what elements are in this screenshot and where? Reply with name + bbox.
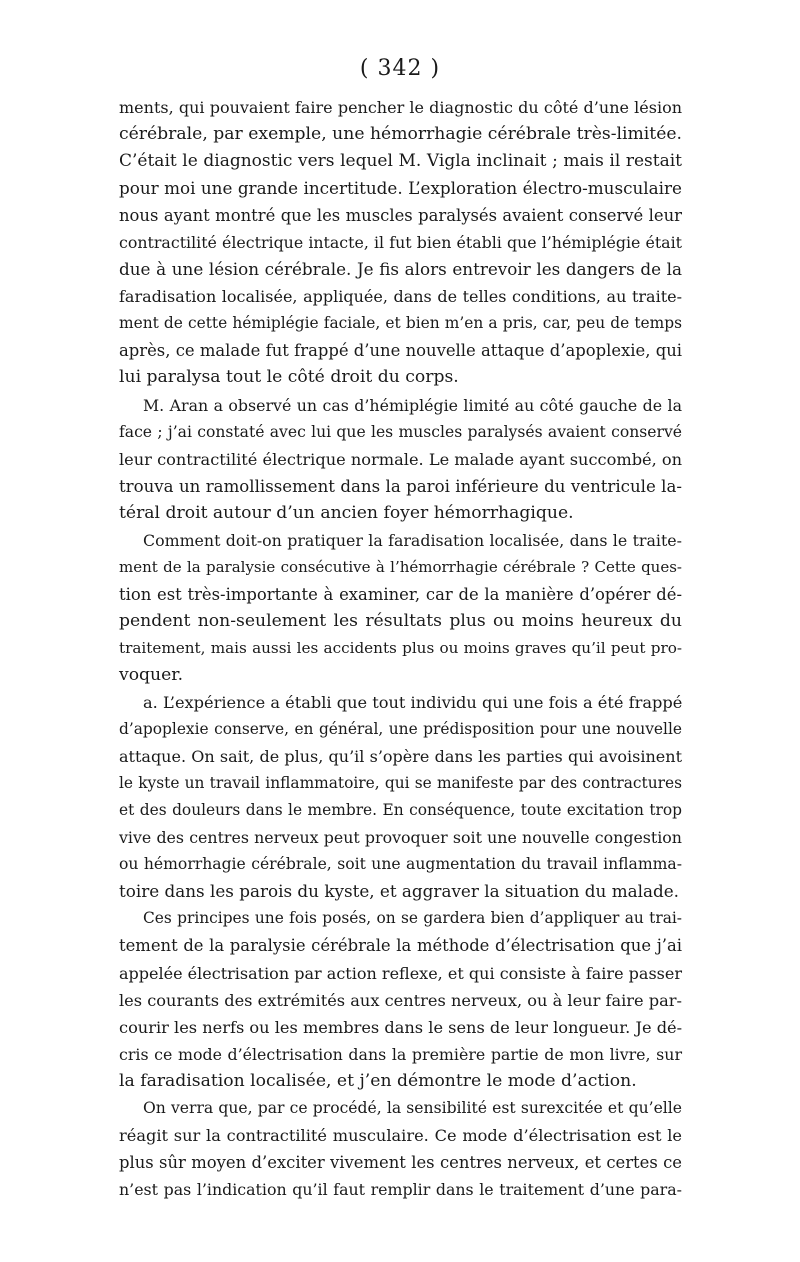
text-line: On verra que, par ce procédé, la sensibilité est surexcitée et qu’elle xyxy=(143,1098,682,1117)
text-line: voquer. xyxy=(119,664,184,685)
text-line: vive des centres nerveux peut provoquer soit une nouvelle congestion xyxy=(119,828,682,848)
text-line: après, ce malade fut frappé d’une nouvelle attaque d’apoplexie, qui xyxy=(119,341,682,361)
text-line: attaque. On sait, de plus, qu’il s’opère dans les parties qui avoisinent xyxy=(119,747,682,767)
text-line: cérébrale, par exemple, une hémorrhagie cérébrale très-limitée. xyxy=(119,124,682,145)
text-line: réagit sur la contractilité musculaire. Ce mode d’électrisation est le xyxy=(119,1125,682,1145)
text-line: tion est très-importante à examiner, car de la manière d’opérer dé- xyxy=(119,584,682,604)
text-line: pour moi une grande incertitude. L’exploration électro-musculaire xyxy=(119,178,682,199)
text-line: C’était le diagnostic vers lequel M. Vigla inclinait ; mais il restait xyxy=(119,151,682,172)
text-line: leur contractilité électrique normale. Le malade ayant succombé, on xyxy=(119,449,683,469)
text-line: ments, qui pouvaient faire pencher le diagnostic du côté d’une lésion xyxy=(119,98,682,117)
text-line: lui paralysa tout le côté droit du corps. xyxy=(119,367,459,388)
text-line: due à une lésion cérébrale. Je fis alors entrevoir les dangers de la xyxy=(119,259,682,280)
text-line: M. Aran a observé un cas d’hémiplégie limité au côté gauche de la xyxy=(143,395,682,415)
text-line: toire dans les parois du kyste, et aggraver la situation du malade. xyxy=(119,881,679,902)
text-line: les courants des extrémités aux centres nerveux, ou à leur faire par- xyxy=(119,990,682,1010)
text-line: et des douleurs dans le membre. En conséquence, toute excitation trop xyxy=(119,801,682,820)
text-line: téral droit autour d’un ancien foyer hémorrhagique. xyxy=(119,502,574,523)
text-line: plus sûr moyen d’exciter vivement les centres nerveux, et certes ce xyxy=(119,1152,682,1172)
text-line: appelée électrisation par action reflexe, et qui consiste à faire passer xyxy=(119,963,682,983)
text-line: trouva un ramollissement dans la paroi inférieure du ventricule la- xyxy=(119,476,682,496)
text-line: face ; j’ai constaté avec lui que les muscles paralysés avaient conservé xyxy=(119,422,682,441)
text-line: ment de la paralysie consécutive à l’hémorrhagie cérébrale ? Cette ques- xyxy=(119,557,682,576)
text-line: nous ayant montré que les muscles paralysés avaient conservé leur xyxy=(119,206,682,226)
text-line: ou hémorrhagie cérébrale, soit une augmentation du travail inflamma- xyxy=(119,855,682,874)
text-line: a. L’expérience a établi que tout individu qui une fois a été frappé xyxy=(143,693,683,713)
text-line: le kyste un travail inflammatoire, qui se manifeste par des contractures xyxy=(119,774,682,793)
text-line: faradisation localisée, appliquée, dans de telles conditions, au traite- xyxy=(119,287,682,307)
text-line: Ces principes une fois posés, on se gardera bien d’appliquer au trai- xyxy=(143,909,682,928)
text-line: traitement, mais aussi les accidents plus ou moins graves qu’il peut pro- xyxy=(119,638,682,657)
text-line: n’est pas l’indication qu’il faut remplir dans le traitement d’une para- xyxy=(119,1179,682,1199)
text-line: pendent non-seulement les résultats plus ou moins heureux du xyxy=(119,610,682,631)
body-text xyxy=(119,94,682,1203)
text-line: Comment doit-on pratiquer la faradisation localisée, dans le traite- xyxy=(143,530,682,550)
text-line: contractilité électrique intacte, il fut bien établi que l’hémiplégie était xyxy=(119,233,682,253)
page-number: ( 342 ) xyxy=(359,56,441,81)
text-line: la faradisation localisée, et j’en démontre le mode d’action. xyxy=(119,1070,637,1091)
text-line: tement de la paralysie cérébrale la méthode d’électrisation que j’ai xyxy=(119,936,682,956)
text-line: courir les nerfs ou les membres dans le sens de leur longueur. Je dé- xyxy=(119,1017,683,1037)
text-line: cris ce mode d’électrisation dans la première partie de mon livre, sur xyxy=(119,1044,682,1064)
text-line: ment de cette hémiplégie faciale, et bien m’en a pris, car, peu de temps xyxy=(119,314,682,333)
text-line: d’apoplexie conserve, en général, une prédisposition pour une nouvelle xyxy=(119,720,682,739)
